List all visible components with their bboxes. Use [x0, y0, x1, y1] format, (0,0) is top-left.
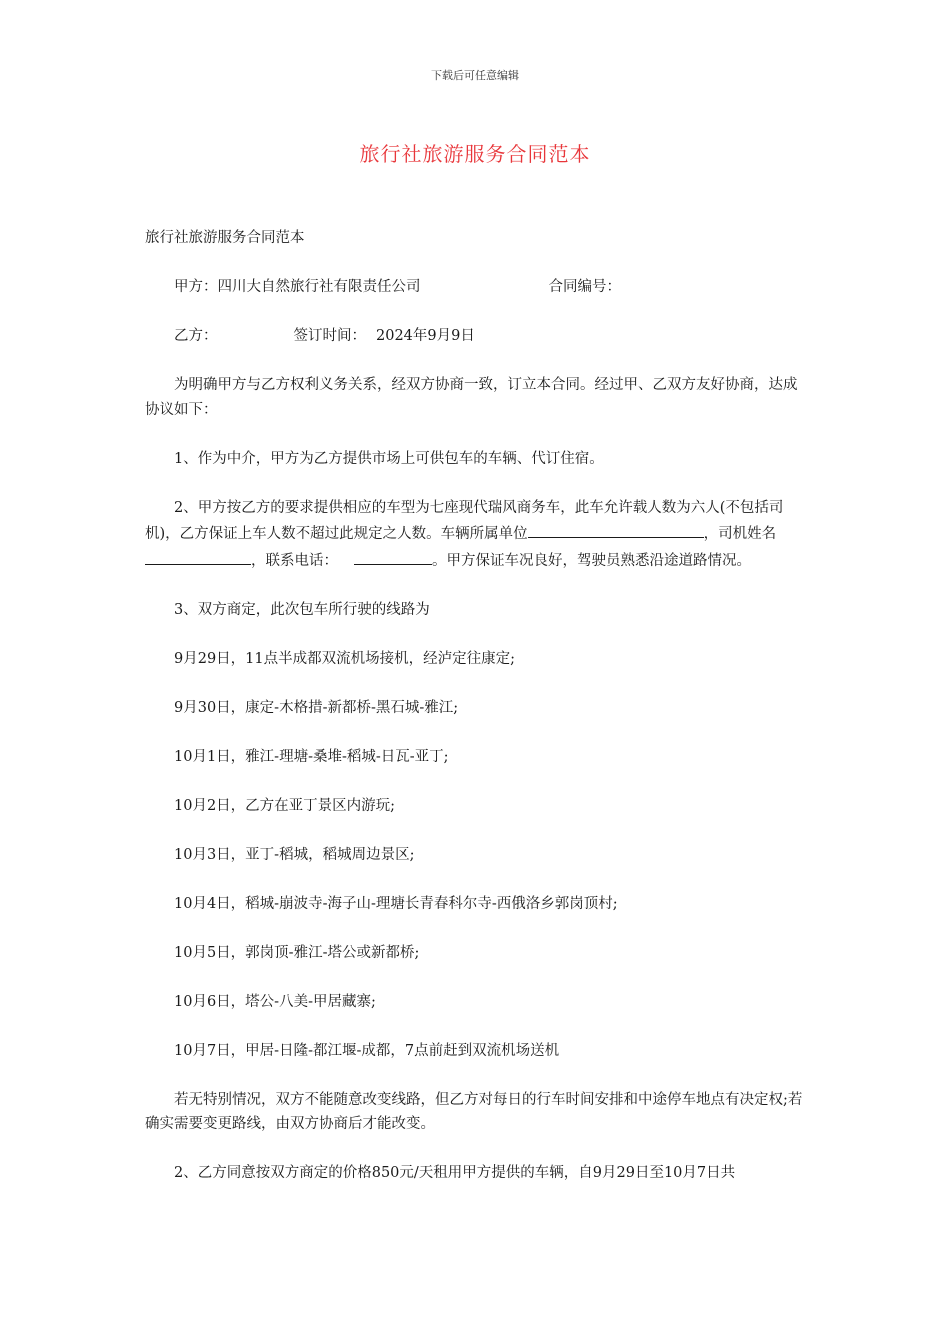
phone-blank	[354, 547, 432, 565]
contract-no-label: 合同编号：	[548, 279, 621, 295]
itinerary-item: 10月1日，雅江-理塘-桑堆-稻城-日瓦-亚丁;	[174, 748, 449, 765]
document-subtitle: 旅行社旅游服务合同范本	[145, 230, 305, 246]
itinerary-item: 10月6日，塔公-八美-甲居藏寨;	[174, 993, 376, 1010]
sign-date: 2024年9月9日	[376, 328, 475, 344]
vehicle-unit-blank	[528, 520, 704, 538]
clause-2-text-4: 。甲方保证车况良好，驾驶员熟悉沿途道路情况。	[432, 552, 751, 569]
clause-1: 1、作为中介，甲方为乙方提供市场上可供包车的车辆、代订住宿。	[174, 450, 604, 467]
party-a-line	[145, 275, 807, 300]
clause-price: 2、乙方同意按双方商定的价格850元/天租用甲方提供的车辆，自9月29日至10月7日共	[174, 1165, 736, 1181]
clause-2-text-2: ，司机姓名	[703, 526, 777, 542]
itinerary-item: 10月7日，甲居-日隆-都江堰-成都，7点前赶到双流机场送机	[174, 1042, 560, 1059]
document-body	[145, 226, 807, 1210]
driver-name-blank	[145, 547, 251, 565]
clause-2-text-1: 2、甲方按乙方的要求提供相应的车型为七座现代瑞风商务车，此车允许载人数为六人(不包括司机)，乙方保证上车人数不超过此规定之人数。车辆所属单位	[145, 499, 784, 542]
party-b-line	[145, 324, 807, 349]
route-note: 若无特别情况，双方不能随意改变线路，但乙方对每日的行车时间安排和中途停车地点有决定权;若确实需要变更路线，由双方协商后才能改变。	[145, 1091, 803, 1132]
header-note: 下载后可任意编辑	[431, 69, 519, 82]
party-b-label: 乙方：	[174, 328, 218, 344]
intro-paragraph: 为明确甲方与乙方权利义务关系，经双方协商一致，订立本合同。经过甲、乙双方友好协商，达成协议如下：	[145, 377, 798, 418]
itinerary-item: 10月5日，郭岗顶-雅江-塔公或新都桥;	[174, 944, 420, 961]
party-a-label: 甲方：	[174, 279, 218, 295]
clause-2	[145, 496, 807, 574]
document-title: 旅行社旅游服务合同范本	[359, 142, 591, 166]
itinerary-item: 10月2日，乙方在亚丁景区内游玩;	[174, 797, 396, 814]
itinerary-item: 9月30日，康定-木格措-新都桥-黑石城-雅江;	[174, 699, 459, 716]
party-a-name: 四川大自然旅行社有限责任公司	[217, 279, 421, 295]
clause-2-text-3: ，联系电话：	[251, 552, 338, 569]
sign-time-label: 签订时间：	[293, 328, 366, 344]
clause-3: 3、双方商定，此次包车所行驶的线路为	[174, 601, 430, 618]
itinerary-item: 10月3日，亚丁-稻城，稻城周边景区;	[174, 846, 415, 863]
itinerary-item: 10月4日，稻城-崩波寺-海子山-理塘长青春科尔寺-西俄洛乡郭岗顶村;	[174, 895, 618, 912]
itinerary-item: 9月29日，11点半成都双流机场接机，经泸定往康定;	[174, 650, 516, 667]
